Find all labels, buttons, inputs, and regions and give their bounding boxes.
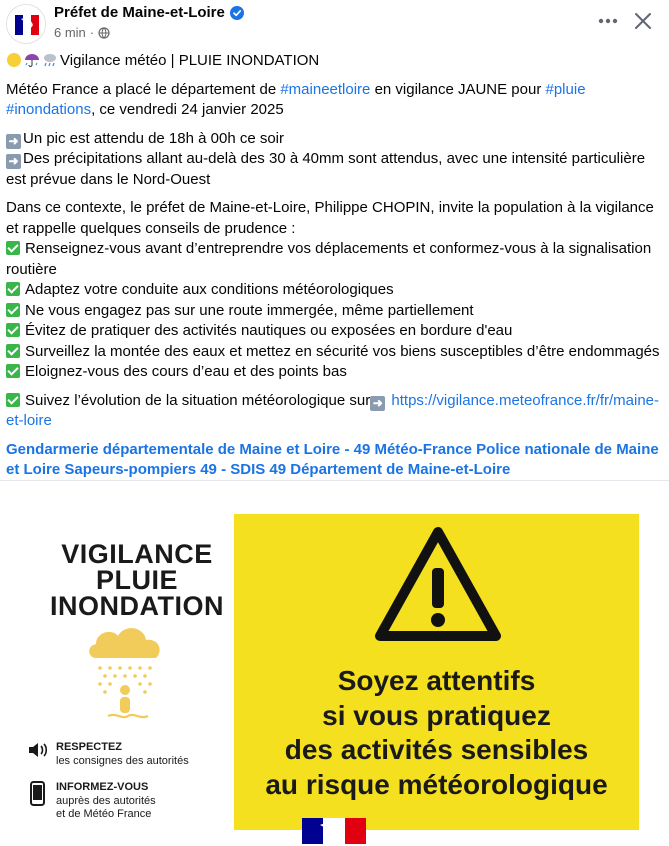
respect-text: les consignes des autorités <box>56 754 189 767</box>
respect-title: RESPECTEZ <box>56 741 123 753</box>
inform-notice <box>28 781 156 822</box>
post-title: Vigilance météo | PLUIE INONDATION <box>60 52 320 69</box>
yellow-circle-icon <box>6 52 22 68</box>
check-icon <box>6 364 20 378</box>
respect-notice <box>28 741 189 768</box>
verified-badge-icon <box>230 6 244 20</box>
check-icon <box>6 323 20 337</box>
close-icon <box>634 12 652 30</box>
more-options-button[interactable] <box>595 8 621 34</box>
author-avatar[interactable] <box>6 4 46 44</box>
check-icon <box>6 282 20 296</box>
follow-text: Suivez l’évolution de la situation météorologique sur <box>25 391 371 409</box>
arrow-list <box>6 129 662 191</box>
meta-separator: · <box>89 25 95 40</box>
advice-item: Adaptez votre conduite aux conditions météorologiques <box>25 281 394 298</box>
hashtag-inondations[interactable]: #inondations <box>6 101 92 118</box>
check-icon <box>6 393 20 407</box>
hashtag-maineetloire[interactable]: #maineetloire <box>280 80 371 98</box>
poster-title-line: VIGILANCE <box>61 539 213 569</box>
poster-title <box>37 541 237 619</box>
intro-text: Météo France a placé le département de <box>6 80 281 98</box>
check-icon <box>6 241 20 255</box>
advice-item: Évitez de pratiquer des activités nautiques ou exposées en bordure d'eau <box>25 322 513 339</box>
cloud-rain-icon <box>42 52 58 68</box>
check-icon <box>6 344 20 358</box>
intro-paragraph <box>6 80 662 121</box>
advice-item: Eloignez-vous des cours d’eau et des points bas <box>25 363 347 380</box>
warning-line: au risque météorologique <box>265 768 608 800</box>
intro-text: , ce vendredi 24 janvier 2025 <box>91 101 284 118</box>
divider <box>0 480 669 481</box>
warning-line: Soyez attentifs <box>337 665 536 696</box>
advice-item: Surveillez la montée des eaux et mettez en sécurité vos biens susceptibles d’être endommagés <box>25 342 660 360</box>
umbrella-rain-icon <box>24 52 40 68</box>
tagged-pages[interactable]: Gendarmerie départementale de Maine et Loire - 49 Météo-France Police nationale de Maine et Loire Sapeurs-pompiers 49 - SDIS 49 Département de Maine-et-Loire <box>6 440 659 478</box>
post-timestamp[interactable]: 6 min <box>54 25 86 40</box>
arrow-right-icon: ➜ <box>370 396 385 411</box>
advice-item: Renseignez-vous avant d’entreprendre vos déplacements et conformez-vous à la signalisation routière <box>6 240 652 278</box>
post-body <box>6 51 662 489</box>
advice-item: Ne vous engagez pas sur une route immergée, même partiellement <box>25 301 474 319</box>
intro-text: en vigilance JAUNE pour <box>370 80 546 98</box>
marianne-logo-icon <box>7 5 46 44</box>
arrow-right-icon: ➜ <box>6 134 21 149</box>
globe-icon <box>98 27 110 39</box>
more-horizontal-icon <box>598 18 618 24</box>
post-header <box>0 0 669 48</box>
arrow-right-icon: ➜ <box>6 154 21 169</box>
follow-paragraph <box>6 391 662 432</box>
context-paragraph: Dans ce contexte, le préfet de Maine-et-Loire, Philippe CHOPIN, invite la population à la vigilance et rappelle quelques conseils de prudence : <box>6 199 654 237</box>
inform-text: et de Météo France <box>56 808 152 820</box>
arrow-item: Un pic est attendu de 18h à 00h ce soir <box>23 129 285 147</box>
poster-title-line: INONDATION <box>50 591 224 621</box>
warning-message <box>234 664 639 802</box>
author-name[interactable]: Préfet de Maine-et-Loire <box>54 4 225 21</box>
warning-line: si vous pratiquez <box>322 699 551 731</box>
poster-title-line: PLUIE <box>95 565 178 595</box>
check-icon <box>6 303 20 317</box>
phone-icon <box>28 781 48 807</box>
republique-francaise-logo-icon <box>302 818 366 844</box>
warning-card <box>234 514 639 830</box>
warning-line: des activités sensibles <box>284 734 589 765</box>
warning-triangle-icon <box>374 526 502 642</box>
advice-list <box>6 239 662 383</box>
inform-title: INFORMEZ-VOUS <box>56 781 149 793</box>
post-title-line <box>6 51 662 72</box>
hashtag-pluie[interactable]: #pluie <box>545 80 586 98</box>
speaker-icon <box>28 741 48 759</box>
rain-cloud-person-icon <box>78 616 178 736</box>
arrow-item: Des précipitations allant au-delà des 30 à 40mm sont attendus, avec une intensité particulière est prévue dans le Nord-Ouest <box>6 150 646 188</box>
inform-text: auprès des autorités <box>56 794 156 807</box>
close-button[interactable] <box>630 8 656 34</box>
post-image[interactable] <box>0 486 669 846</box>
meteofrance-link[interactable]: https://vigilance.meteofrance.fr/fr/maine-et-loire <box>6 391 660 429</box>
